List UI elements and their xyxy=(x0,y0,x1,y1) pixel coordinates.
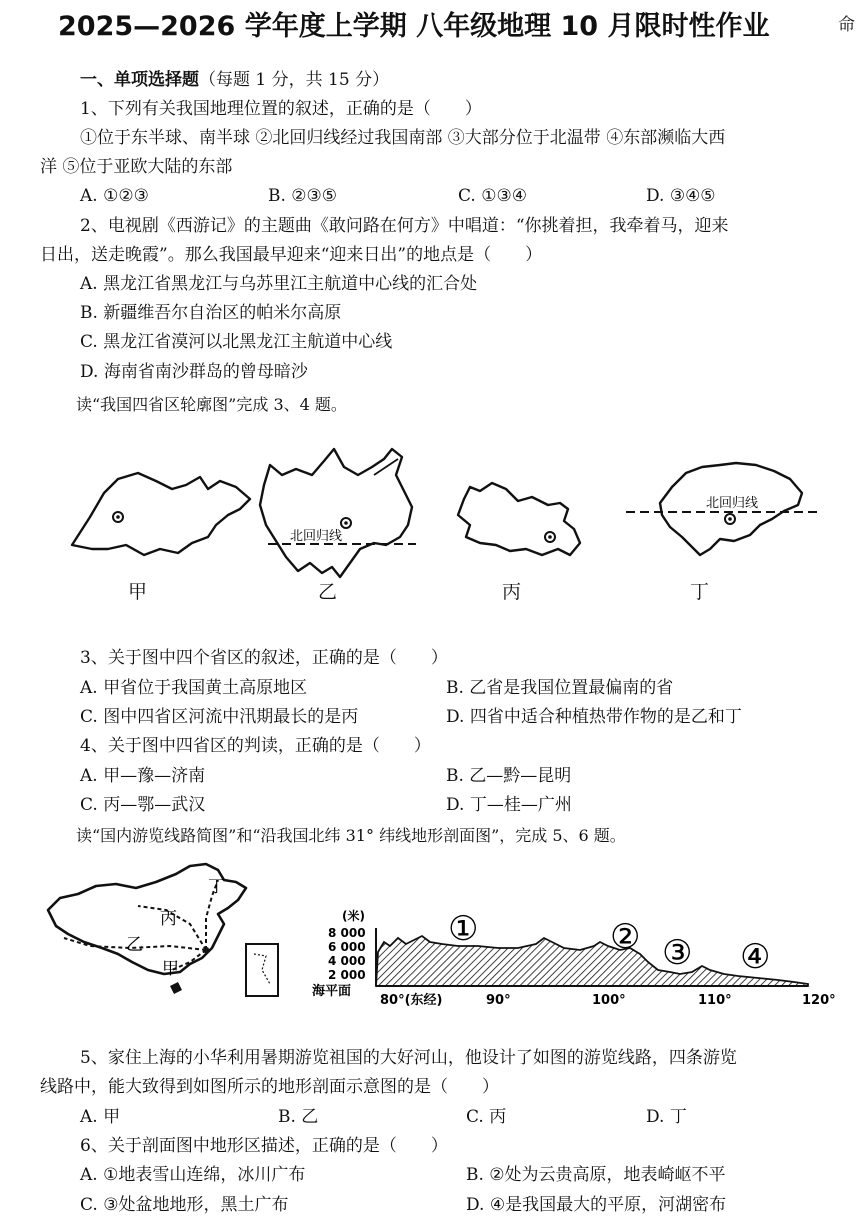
q5-stem-line1: 5、家住上海的小华利用暑期游览祖国的大好河山，他设计了如图的游览线路，四条游览 xyxy=(80,1048,737,1068)
q4-option-d: D. 丁—桂—广州 xyxy=(446,795,572,815)
q1-option-c: C. ①③④ xyxy=(458,186,527,206)
q2-option-d: D. 海南省南沙群岛的曾母暗沙 xyxy=(80,362,308,382)
q4-option-b: B. 乙—黔—昆明 xyxy=(446,766,572,786)
label-ding: 丁 xyxy=(690,581,710,603)
province-yi-outline xyxy=(260,449,412,577)
q3-stem: 3、关于图中四个省区的叙述，正确的是（ ） xyxy=(80,648,448,668)
south-sea-inset xyxy=(246,944,278,996)
q2-stem-line1: 2、电视剧《西游记》的主题曲《敢问路在何方》中唱道：“你挑着担，我牵着马，迎来 xyxy=(80,216,729,236)
q1-statements-line1: ①位于东半球、南半球 ②北回归线经过我国南部 ③大部分位于北温带 ④东部濒临大西 xyxy=(80,128,726,148)
q3-option-b: B. 乙省是我国位置最偏南的省 xyxy=(446,678,674,698)
q5-option-d: D. 丁 xyxy=(646,1107,687,1127)
terrain-profile-chart xyxy=(308,900,838,1012)
corner-text: 命 xyxy=(838,15,855,35)
q6-option-c: C. ③处盆地地形，黑土广布 xyxy=(80,1195,289,1215)
q2-stem-line2: 日出，送走晚霞”。那么我国最早迎来“迎来日出”的地点是（ ） xyxy=(40,245,543,265)
route-label-yi: 乙 xyxy=(126,935,143,955)
q3-option-a: A. 甲省位于我国黄土高原地区 xyxy=(80,678,308,698)
q1-statements-line2: 洋 ⑤位于亚欧大陆的东部 xyxy=(40,157,233,177)
q1-option-b: B. ②③⑤ xyxy=(268,186,338,206)
section-title: 一、单项选择题 xyxy=(80,70,199,90)
q4-stem: 4、关于图中四省区的判读，正确的是（ ） xyxy=(80,736,431,756)
q5-option-a: A. 甲 xyxy=(80,1107,121,1127)
label-yi: 乙 xyxy=(318,581,338,603)
q5-option-b: B. 乙 xyxy=(278,1107,319,1127)
q5-option-c: C. 丙 xyxy=(466,1107,507,1127)
province-jia-outline xyxy=(72,473,250,555)
q6-stem: 6、关于剖面图中地形区描述，正确的是（ ） xyxy=(80,1136,448,1156)
tropic-label-ding: 北回归线 xyxy=(706,496,759,511)
x-tick-100: 100° xyxy=(592,993,626,1008)
q3-option-d: D. 四省中适合种植热带作物的是乙和丁 xyxy=(446,707,742,727)
circle-label-4: ④ xyxy=(740,937,771,977)
page-title: 2025—2026 学年度上学期 八年级地理 10 月限时性作业 xyxy=(58,11,770,42)
province-bing-outline xyxy=(458,483,580,555)
q2-option-b: B. 新疆维吾尔自治区的帕米尔高原 xyxy=(80,303,342,323)
sea-level-label: 海平面 xyxy=(312,984,352,999)
x-tick-80: 80°(东经) xyxy=(380,993,443,1008)
x-tick-120: 120° xyxy=(802,993,836,1008)
province-yi-river xyxy=(374,459,398,475)
y-tick-2000: 2 000 xyxy=(328,968,366,982)
q1-stem: 1、下列有关我国地理位置的叙述，正确的是（ ） xyxy=(80,99,482,119)
section-note: （每题 1 分，共 15 分） xyxy=(199,70,390,90)
x-tick-110: 110° xyxy=(698,993,732,1008)
read-instruction-2: 读“国内游览线路简图”和“沿我国北纬 31° 纬线地形剖面图”，完成 5、6 题。 xyxy=(76,826,626,845)
china-route-map xyxy=(40,858,300,1008)
label-jia: 甲 xyxy=(128,581,148,603)
read-instruction-1: 读“我国四省区轮廓图”完成 3、4 题。 xyxy=(76,395,347,414)
x-tick-90: 90° xyxy=(486,993,511,1008)
route-label-bing: 丙 xyxy=(160,909,177,929)
y-tick-8000: 8 000 xyxy=(328,926,366,940)
label-bing: 丙 xyxy=(502,581,522,603)
circle-label-2: ② xyxy=(610,917,641,957)
q4-option-a: A. 甲—豫—济南 xyxy=(80,766,206,786)
circle-label-3: ③ xyxy=(662,933,693,973)
q1-option-a: A. ①②③ xyxy=(80,186,149,206)
section-heading xyxy=(80,68,389,92)
y-tick-4000: 4 000 xyxy=(328,954,366,968)
y-tick-6000: 6 000 xyxy=(328,940,366,954)
q4-option-c: C. 丙—鄂—武汉 xyxy=(80,795,206,815)
q5-stem-line2: 线路中，能大致得到如图所示的地形剖面示意图的是（ ） xyxy=(40,1077,499,1097)
q6-option-d: D. ④是我国最大的平原，河湖密布 xyxy=(466,1195,727,1215)
province-outlines-figure xyxy=(60,445,830,615)
q6-option-b: B. ②处为云贵高原，地表崎岖不平 xyxy=(466,1165,726,1185)
tropic-label-yi: 北回归线 xyxy=(290,529,343,544)
route-label-jia: 甲 xyxy=(162,959,179,979)
q3-option-c: C. 图中四省区河流中汛期最长的是丙 xyxy=(80,707,359,727)
q6-option-a: A. ①地表雪山连绵，冰川广布 xyxy=(80,1165,306,1185)
circle-label-1: ① xyxy=(448,909,479,949)
q2-option-a: A. 黑龙江省黑龙江与乌苏里江主航道中心线的汇合处 xyxy=(80,274,478,294)
profile-unit: (米) xyxy=(342,909,365,923)
hainan-island xyxy=(170,982,182,994)
q1-option-d: D. ③④⑤ xyxy=(646,186,716,206)
route-label-ding: 丁 xyxy=(208,877,225,897)
shanghai-start-icon xyxy=(203,947,209,953)
q2-option-c: C. 黑龙江省漠河以北黑龙江主航道中心线 xyxy=(80,332,393,352)
